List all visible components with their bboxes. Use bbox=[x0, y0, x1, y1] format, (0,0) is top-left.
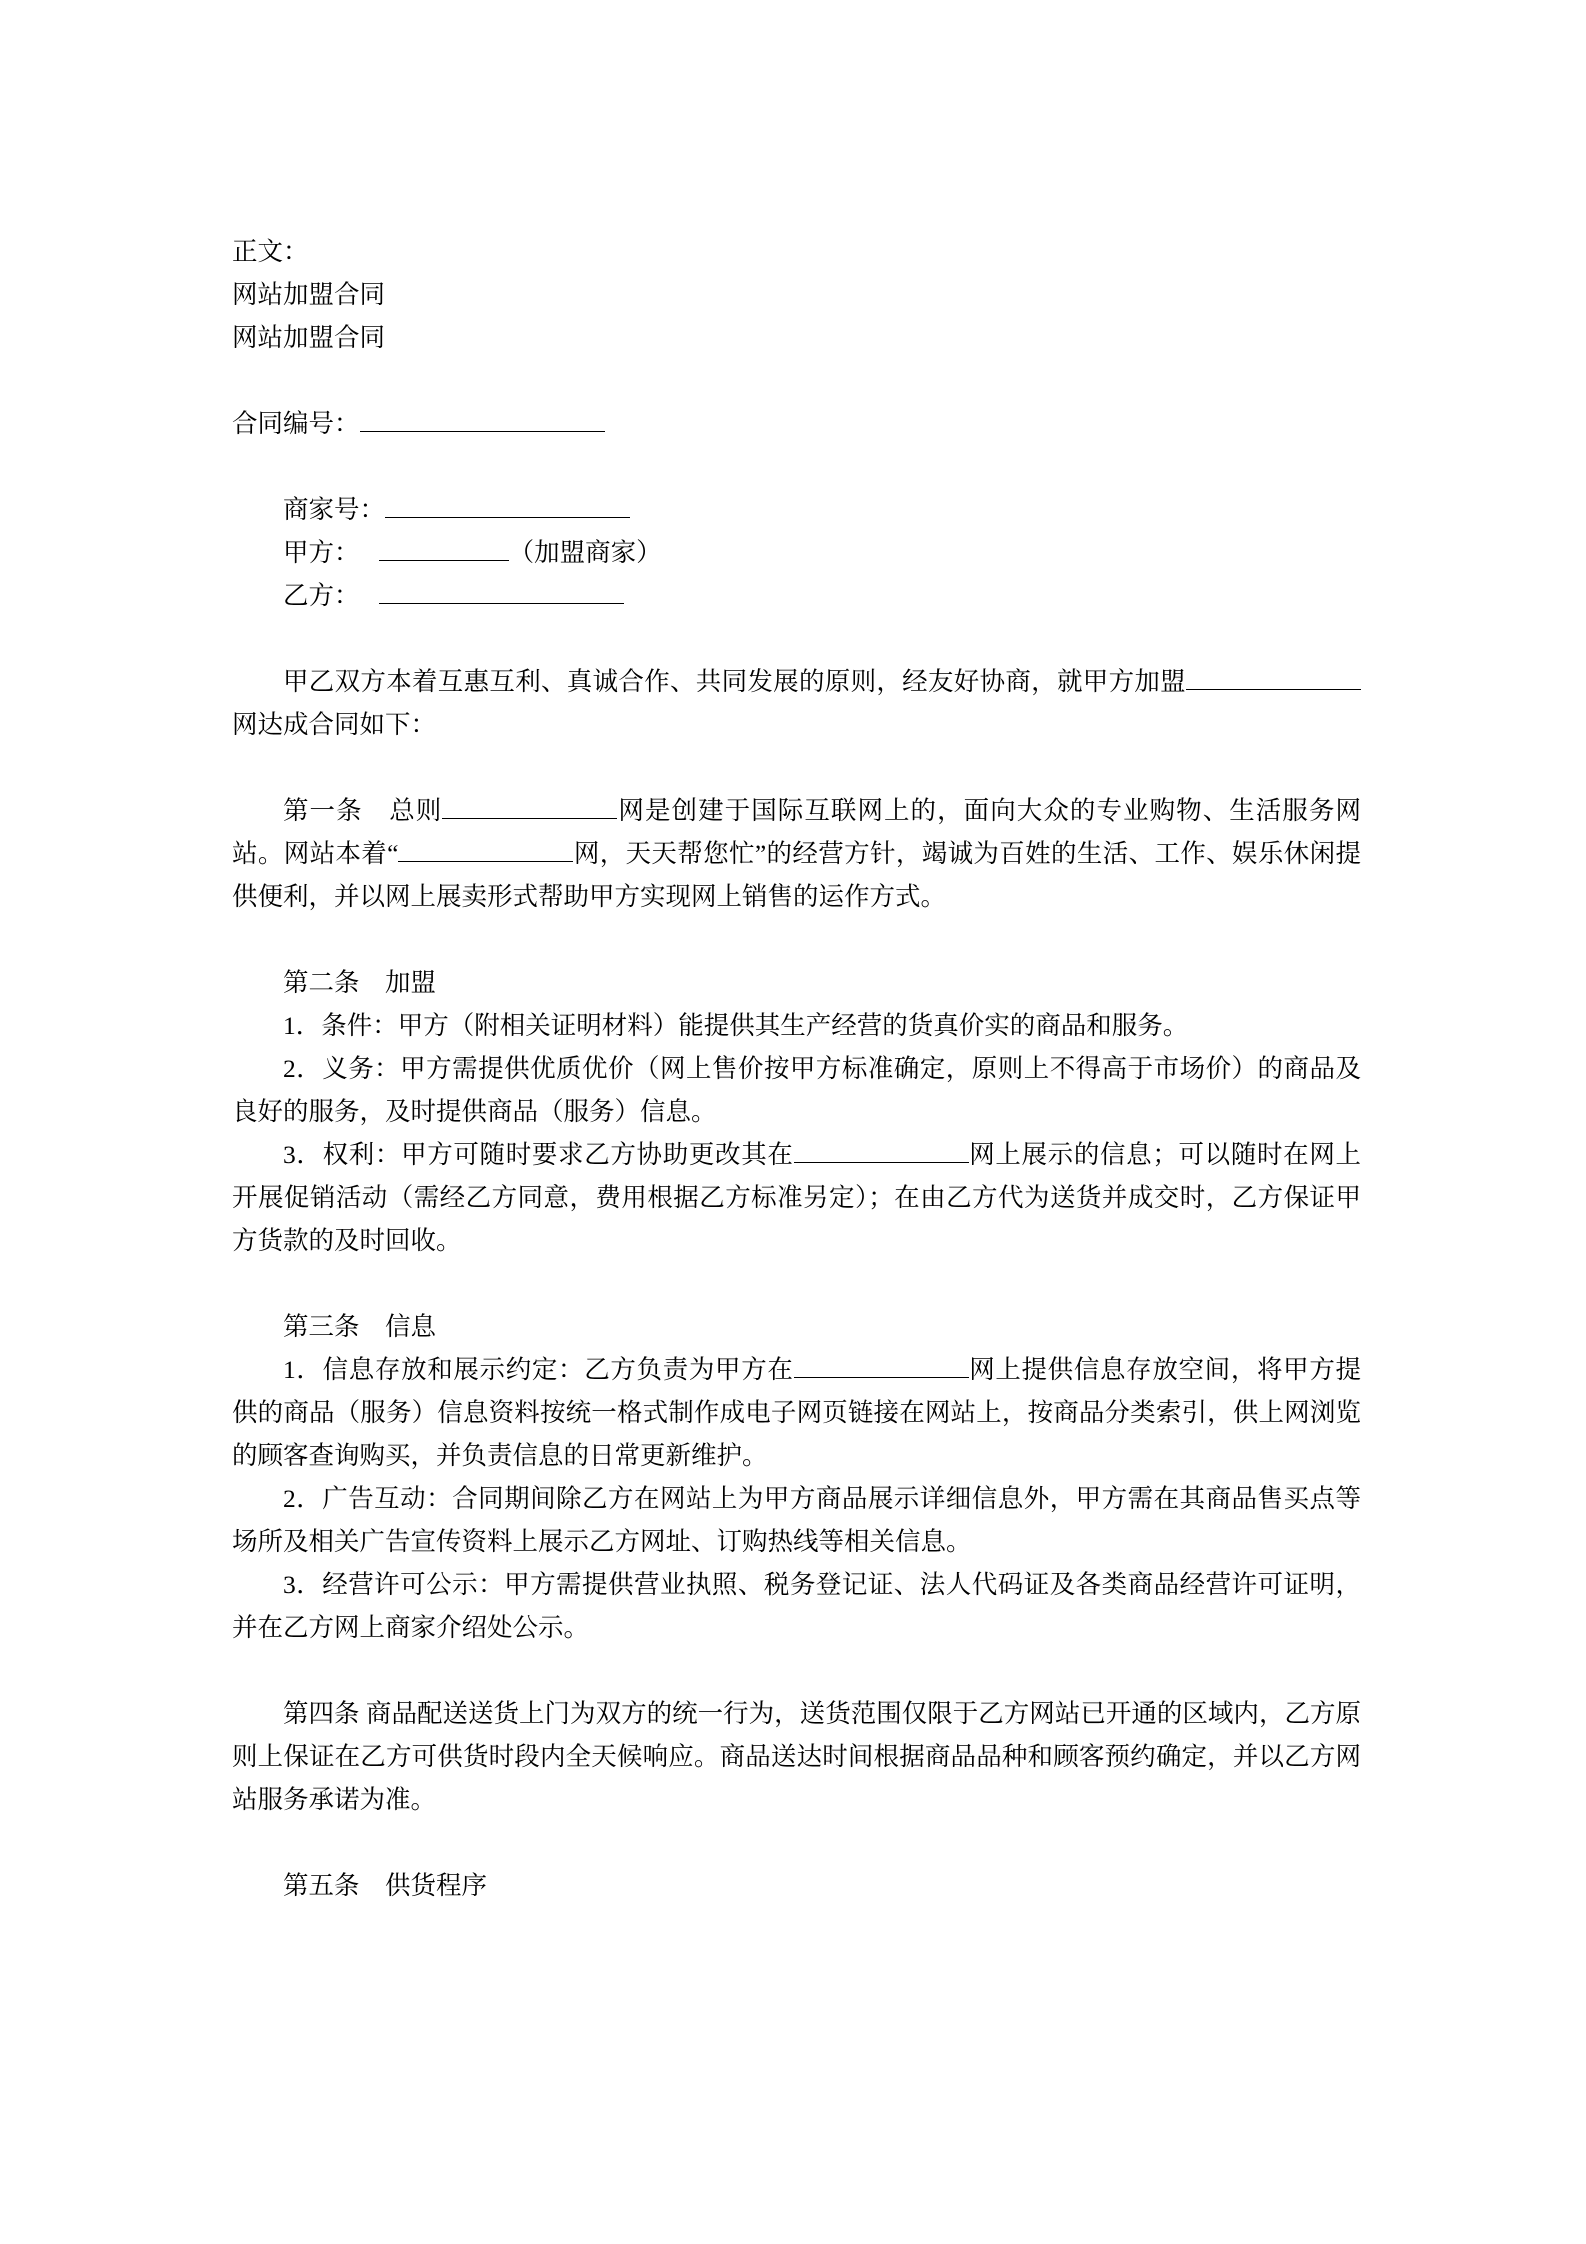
document-body bbox=[232, 230, 1361, 1907]
intro-paragraph bbox=[232, 660, 1361, 746]
contract-number-line bbox=[232, 402, 1361, 445]
heading-label: 正文： bbox=[232, 237, 309, 266]
section-2-item-3 bbox=[232, 1133, 1361, 1262]
section-3-item-2: 2．广告互动：合同期间除乙方在网站上为甲方商品展示详细信息外，甲方需在其商品售买点等场所及相关广告宣传资料上展示乙方网址、订购热线等相关信息。 bbox=[232, 1484, 1361, 1556]
section-4: 第四条 商品配送送货上门为双方的统一行为，送货范围仅限于乙方网站已开通的区域内，乙方原则上保证在乙方可供货时段内全天候响应。商品送达时间根据商品品种和顾客预约确定，并以乙方网站服务承诺为准。 bbox=[232, 1699, 1361, 1814]
party-a-blank[interactable] bbox=[379, 560, 509, 561]
section-2-item-3-blank[interactable] bbox=[794, 1162, 969, 1163]
section-2-item-3-b: 网上展示的信息；可以随时在网上开展促销活动（需经乙方同意，费用根据乙方标准另定）；在由乙方代为送货并成交时，乙方保证甲方货款的及时回收。 bbox=[232, 1140, 1361, 1255]
intro-line1: 甲乙双方本着互惠互利、真诚合作、共同发展的原则，经友好协商，就甲 bbox=[283, 667, 1109, 696]
section-1-body-a: 网是创建于国际互联网上的，面向大众的专业购物、生活服务网站。网站本着“ bbox=[232, 796, 1361, 868]
spacer bbox=[232, 359, 1361, 402]
merchant-number-label: 商家号： bbox=[283, 495, 386, 524]
party-b-label: 乙方： bbox=[283, 581, 360, 610]
section-5-title: 第五条 供货程序 bbox=[283, 1871, 488, 1900]
document-title-1: 网站加盟合同 bbox=[232, 280, 386, 309]
intro-line2-prefix: 方加盟 bbox=[1108, 667, 1186, 696]
section-2-item-3-a: 3．权利：甲方可随时要求乙方协助更改其在 bbox=[283, 1140, 794, 1169]
section-1-title: 第一条 总则 bbox=[283, 796, 443, 825]
section-2-item-2: 2．义务：甲方需提供优质优价（网上售价按甲方标准确定，原则上不得高于市场价）的商品及良好的服务，及时提供商品（服务）信息。 bbox=[232, 1054, 1361, 1126]
party-a-suffix: （加盟商家） bbox=[508, 538, 662, 567]
section-1-body-b: 网，天天帮您忙”的经营方针，竭诚为百姓的生活、工作、娱乐休闲提供便利，并以网上展卖形式帮助甲方实现网上销售的运作方式。 bbox=[232, 839, 1361, 911]
intro-line2-suffix: 网达成合同如下： bbox=[232, 710, 437, 739]
spacer bbox=[232, 1649, 1361, 1692]
section-3-item-3: 3．经营许可公示：甲方需提供营业执照、税务登记证、法人代码证及各类商品经营许可证明，并在乙方网上商家介绍处公示。 bbox=[232, 1570, 1361, 1642]
spacer bbox=[232, 617, 1361, 660]
section-1-blank-1[interactable] bbox=[442, 818, 617, 819]
spacer bbox=[232, 445, 1361, 488]
section-3-item-1-blank[interactable] bbox=[794, 1377, 969, 1378]
party-b-row bbox=[283, 574, 1361, 617]
section-3-item-1-b: 网上提供信息存放空间，将甲方提供的商品（服务）信息资料按统一格式制作成电子网页链接在网站上，按商品分类索引，供上网浏览的顾客查询购买，并负责信息的日常更新维护。 bbox=[232, 1355, 1361, 1470]
spacer bbox=[232, 1262, 1361, 1305]
contract-number-blank[interactable] bbox=[360, 431, 605, 432]
section-1 bbox=[232, 789, 1361, 918]
intro-blank[interactable] bbox=[1186, 689, 1361, 690]
party-a-label: 甲方： bbox=[283, 538, 360, 567]
party-b-blank[interactable] bbox=[379, 603, 624, 604]
document-title-2: 网站加盟合同 bbox=[232, 323, 386, 352]
spacer bbox=[232, 1821, 1361, 1864]
section-3-item-1-a: 1．信息存放和展示约定：乙方负责为甲方在 bbox=[283, 1355, 794, 1384]
section-1-blank-2[interactable] bbox=[398, 861, 573, 862]
spacer bbox=[232, 918, 1361, 961]
spacer bbox=[232, 746, 1361, 789]
party-fields bbox=[232, 488, 1361, 617]
section-3-item-1 bbox=[232, 1348, 1361, 1477]
section-3-title: 第三条 信息 bbox=[283, 1312, 437, 1341]
merchant-number-row bbox=[283, 488, 1361, 531]
section-2-item-1: 1．条件：甲方（附相关证明材料）能提供其生产经营的货真价实的商品和服务。 bbox=[283, 1011, 1189, 1040]
section-2-title: 第二条 加盟 bbox=[283, 968, 437, 997]
party-a-row bbox=[283, 531, 1361, 574]
contract-number-label: 合同编号： bbox=[232, 409, 360, 438]
merchant-number-blank[interactable] bbox=[385, 517, 630, 518]
